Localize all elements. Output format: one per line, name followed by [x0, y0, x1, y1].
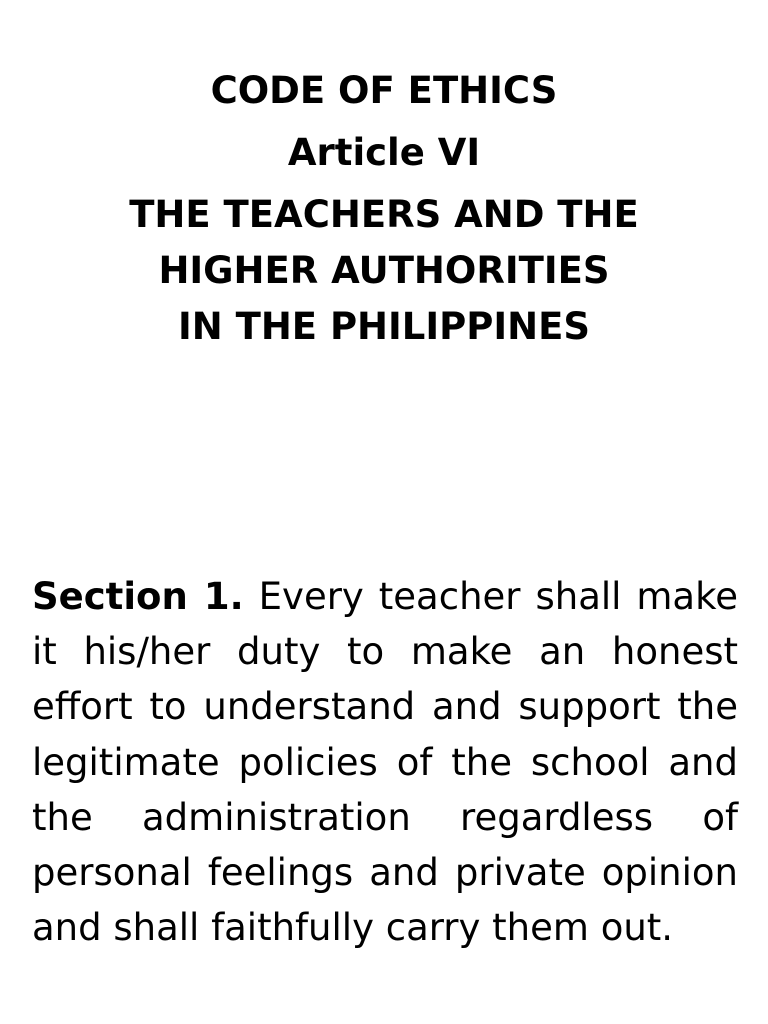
- section-paragraph: [32, 569, 738, 955]
- article-number: Article VI: [287, 131, 481, 174]
- section-text: Every teacher shall make it his/her duty to make an honest effort to understand and support the legitimate policies of the school and the administration regardless of personal feelings and private opinion and shall faithfully carry them out.: [32, 575, 738, 950]
- article-title-line-2: HIGHER AUTHORITIES: [158, 249, 610, 292]
- article-title-line-3: IN THE PHILIPPINES: [177, 305, 591, 348]
- code-title: CODE OF ETHICS: [210, 69, 558, 112]
- document-heading: [0, 70, 768, 348]
- section-label: Section 1.: [32, 575, 244, 618]
- article-title-line-1: THE TEACHERS AND THE: [129, 193, 639, 236]
